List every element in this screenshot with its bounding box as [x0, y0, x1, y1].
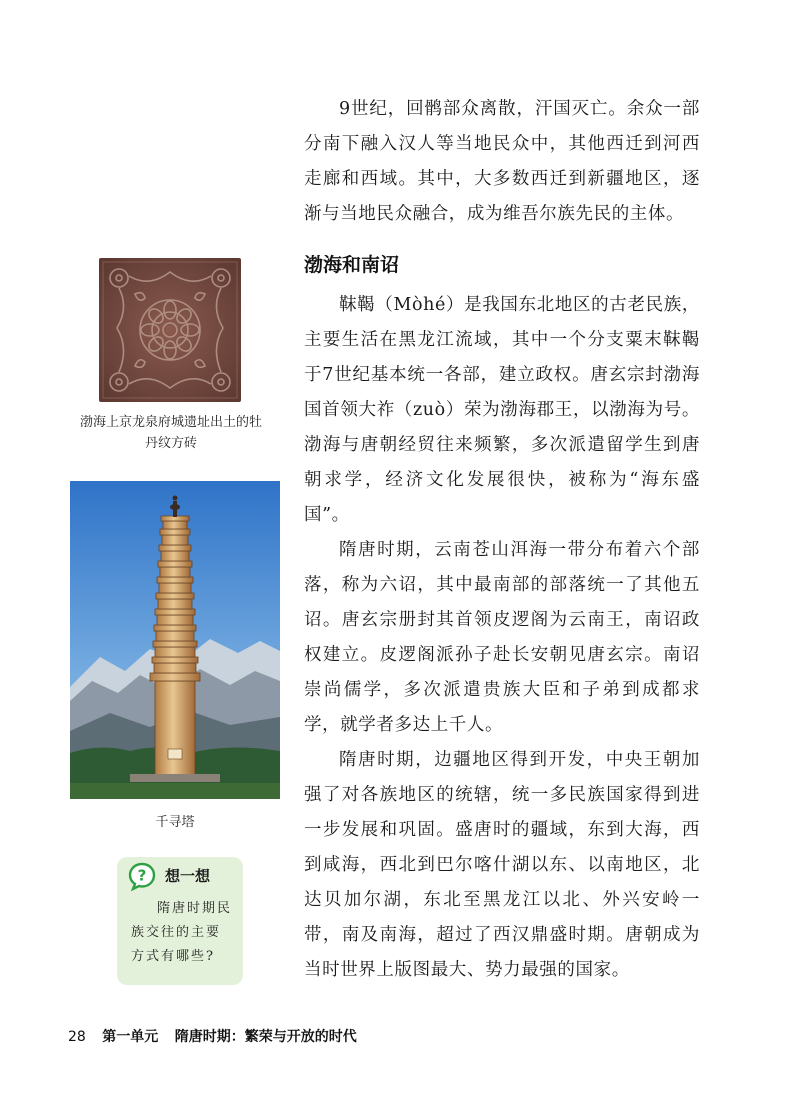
question-bubble-icon	[127, 861, 157, 891]
paragraph: 隋唐时期，云南苍山洱海一带分布着六个部落，称为六诏，其中最南部的部落统一了其他五诏。唐玄宗册封其首领皮逻阁为云南王，南诏政权建立。皮逻阁派孙子赴长安朝见唐玄宗。南诏崇尚儒学，多次派遣贵族大臣和子弟到成都求学，就学者多达上千人。	[304, 540, 700, 735]
svg-text:?: ?	[137, 866, 147, 885]
top-text	[304, 92, 700, 232]
qianxun-pagoda-image	[70, 481, 280, 799]
unit-label: 第一单元	[102, 1029, 159, 1045]
section-body	[304, 288, 700, 988]
page-number: 28	[68, 1029, 86, 1045]
think-box-text: 隋唐时期民族交往的主要方式有哪些?	[131, 901, 233, 964]
brick-caption: 渤海上京龙泉府城遗址出土的牡丹纹方砖	[79, 415, 262, 451]
paragraph: 靺鞨（Mòhé）是我国东北地区的古老民族，主要生活在黑龙江流域，其中一个分支粟末靺鞨于7世纪基本统一各部，建立政权。唐玄宗封渤海国首领大祚（zuò）荣为渤海郡王，以渤海为号。渤海与唐朝经贸往来频繁，多次派遣留学生到唐朝求学，经济文化发展很快，被称为“海东盛国”。	[304, 295, 700, 525]
pagoda-caption: 千寻塔	[155, 815, 195, 830]
peony-brick-image	[99, 258, 241, 402]
paragraph: 隋唐时期，边疆地区得到开发，中央王朝加强了对各族地区的统辖，统一多民族国家得到进一步发展和巩固。盛唐时的疆域，东到大海，西到咸海，西北到巴尔喀什湖以东、以南地区，北达贝加尔湖，东北至黑龙江以北、外兴安岭一带，南及南海，超过了西汉鼎盛时期。唐朝成为当时世界上版图最大、势力最强的国家。	[304, 750, 700, 980]
paragraph: 9世纪，回鹘部众离散，汗国灭亡。余众一部分南下融入汉人等当地民众中，其他西迁到河西走廊和西域。其中，大多数西迁到新疆地区，逐渐与当地民众融合，成为维吾尔族先民的主体。	[304, 99, 700, 224]
page-footer	[68, 1026, 357, 1046]
section-heading: 渤海和南诏	[304, 254, 400, 276]
think-box	[117, 857, 243, 985]
unit-title: 隋唐时期：繁荣与开放的时代	[174, 1029, 357, 1045]
think-box-title: 想一想	[165, 867, 211, 885]
